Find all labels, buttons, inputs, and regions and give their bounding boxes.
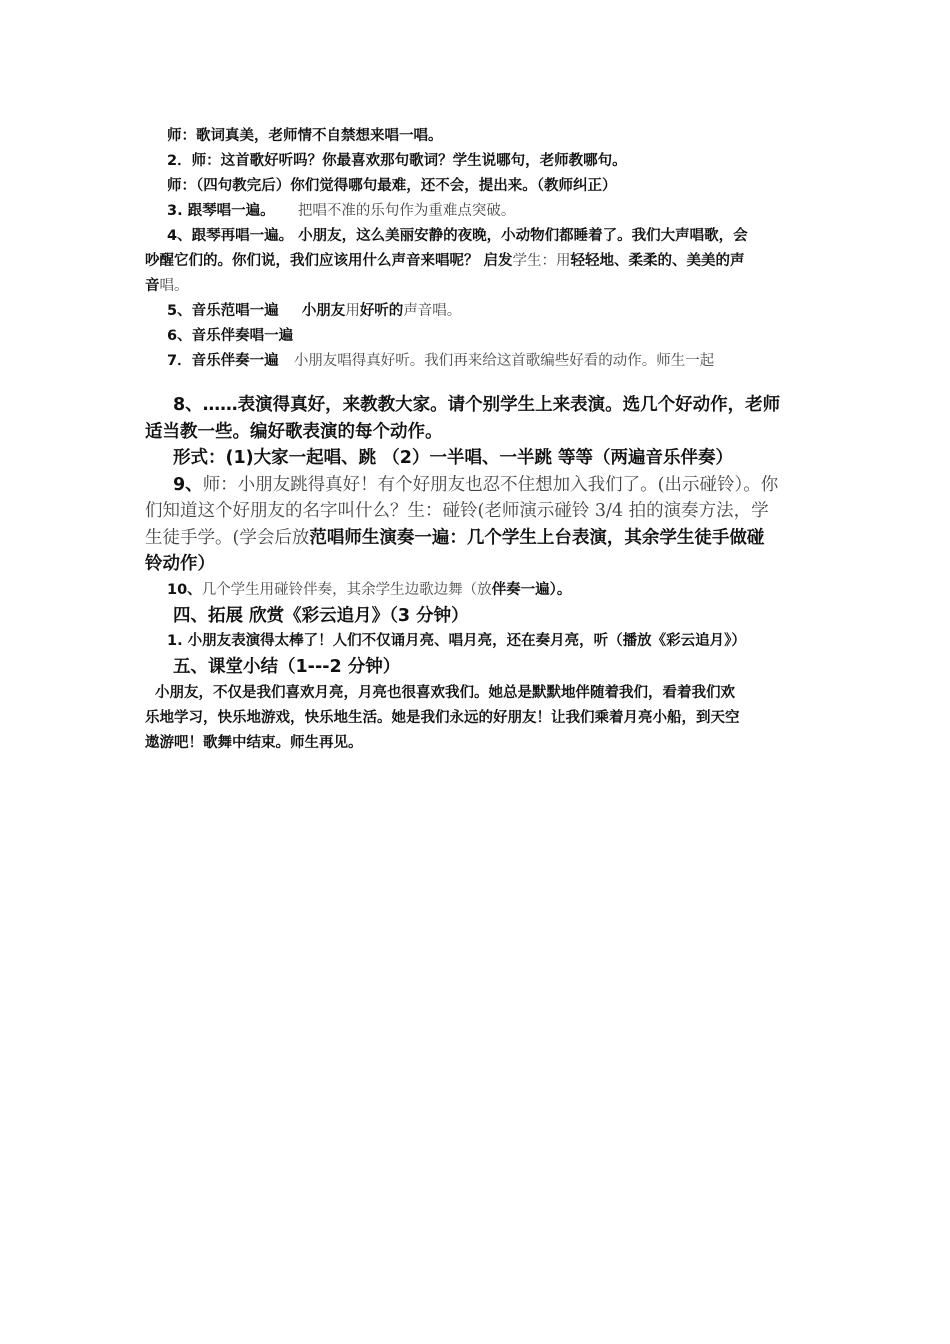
line-summary-3: 遨游吧！歌舞中结束。师生再见。 <box>145 734 363 751</box>
step-9-text: 师：小朋友跳得真好！有个好朋友也忍不住想加入我们了。(出示碰铃）。你 <box>202 474 779 495</box>
step-4-student: 学生 <box>512 253 542 269</box>
step-3-note: 把唱不准的乐句作为重难点突破。 <box>297 203 516 219</box>
line-step-7 <box>145 349 810 374</box>
step-10-text: 几个学生用碰铃伴奏，其余学生边歌边舞（放 <box>201 581 492 598</box>
step-9-perform: 范唱师生演奏一遍：几个学生上台表演，其余学生徒手做碰 <box>309 527 765 548</box>
line-step-4-cont <box>145 249 810 274</box>
step-4-voice: 轻轻地、柔柔的、美美的声 <box>570 253 745 269</box>
line-step-5 <box>145 299 810 324</box>
step-7-note: 小朋友唱得真好听。我们再来给这首歌编些好看的动作。师生一起 <box>293 353 715 369</box>
line-step-6: 6、音乐伴奏唱一遍 <box>167 328 294 344</box>
step-4-use: ：用 <box>541 253 571 269</box>
step-9-learn: 生徒手学。(学会后放 <box>145 527 310 548</box>
line-step-8: 8、……表演得真好，来教教大家。请个别学生上来表演。选几个好动作，老师 <box>173 395 781 415</box>
line-step-8-cont: 适当教一些。编好歌表演的每个动作。 <box>145 421 443 442</box>
step-10-accompany: 伴奏一遍）。 <box>491 581 572 598</box>
section-4-heading: 四、拓展 欣赏《彩云追月》（3 分钟） <box>173 605 469 626</box>
step-9-number: 9、 <box>173 474 203 495</box>
document-body <box>145 124 810 756</box>
line-summary-1: 小朋友，不仅是我们喜欢月亮，月亮也很喜欢我们。她总是默默地伴随着我们，看着我们欢 <box>155 684 735 701</box>
step-5-title: 5、音乐范唱一遍 <box>167 303 279 319</box>
line-teacher-lyrics: 师：歌词真美，老师情不自禁想来唱一唱。 <box>167 128 443 144</box>
step-4-sound: 音 <box>145 278 160 294</box>
line-step-9 <box>145 472 810 499</box>
line-step-4: 4、跟琴再唱一遍。 小朋友，这么美丽安静的夜晚，小动物们都睡着了。我们大声唱歌，会 <box>167 228 748 244</box>
step-7-title: 7．音乐伴奏一遍 <box>167 353 279 369</box>
step-5-use: 用 <box>345 303 360 319</box>
line-step-2: 2．师：这首歌好听吗？你最喜欢那句歌词？学生说哪句，老师教哪句。 <box>167 153 627 169</box>
line-format: 形式：(1)大家一起唱、跳 （2）一半唱、一半跳 等等（两遍音乐伴奏） <box>173 448 734 468</box>
step-3-title: 3. 跟琴唱一遍。 <box>167 203 275 219</box>
section-5-heading: 五、课堂小结（1---2 分钟） <box>173 657 401 677</box>
line-summary-2: 乐地学习，快乐地游戏，快乐地生活。她是我们永远的好朋友！让我们乘着月亮小船，到天空 <box>145 709 740 726</box>
line-step-3 <box>145 199 810 224</box>
line-step-4-end <box>145 274 810 299</box>
step-5-voice: 声音唱。 <box>403 303 462 319</box>
line-teacher-hard-phrase: 师：（四句教完后）你们觉得哪句最难，还不会，提出来。（教师纠正） <box>167 178 617 194</box>
step-4-question: 吵醒它们的。你们说，我们应该用什么声音来唱呢？ 启发 <box>145 253 513 269</box>
line-step-9-cont2 <box>145 525 810 552</box>
step-4-sing: 唱。 <box>159 278 189 294</box>
line-step-9-end: 铃动作） <box>145 554 215 574</box>
step-5-kids: 小朋友 <box>301 303 346 319</box>
line-step-9-cont: 们知道这个好朋友的名字叫什么？生：碰铃(老师演示碰铃 3/4 拍的演奏方法，学 <box>145 501 769 521</box>
line-step-10 <box>145 578 810 603</box>
step-5-nice: 好听的 <box>359 303 404 319</box>
step-10-number: 10、 <box>167 581 202 598</box>
line-section-4-item-1: 1. 小朋友表演得太棒了！人们不仅诵月亮、唱月亮，还在奏月亮，听（播放《彩云追月》） <box>167 633 746 649</box>
